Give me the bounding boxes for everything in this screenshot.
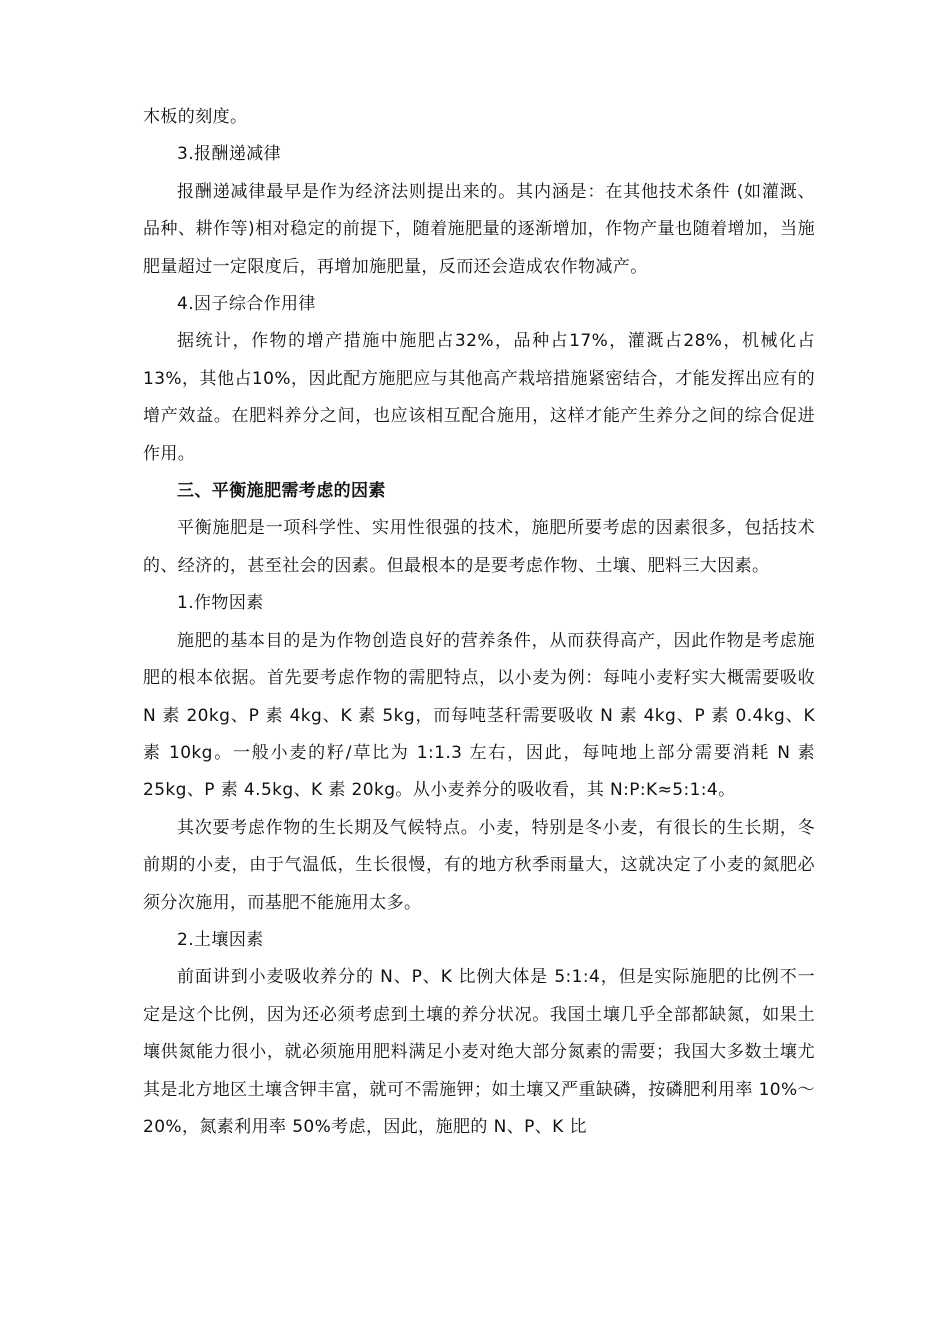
paragraph-continuation: 木板的刻度。: [143, 107, 248, 127]
document-body: [143, 99, 815, 1146]
paragraph-crop-factor-needs: 施肥的基本目的是为作物创造良好的营养条件，从而获得高产，因此作物是考虑施肥的根本依据。首先要考虑作物的需肥特点，以小麦为例：每吨小麦籽实大概需要吸收 N 素 20kg、P 素 4kg、K 素 5kg，而每吨茎秆需要吸收 N 素 4kg、P 素 0.4kg、K 素 10kg。一般小麦的籽/草比为 1:1.3 左右，因此，每吨地上部分需要消耗 N 素 25kg、P 素 4.5kg、K 素 20kg。从小麦养分的吸收看，其 N:P:K≈5:1:4。: [143, 630, 815, 801]
paragraph-balanced-fertilization-intro: 平衡施肥是一项科学性、实用性很强的技术，施肥所要考虑的因素很多，包括技术的、经济的，甚至社会的因素。但最根本的是要考虑作物、土壤、肥料三大因素。: [143, 518, 815, 576]
paragraph-soil-factor: 前面讲到小麦吸收养分的 N、P、K 比例大体是 5:1:4，但是实际施肥的比例不一定是这个比例，因为还必须考虑到土壤的养分状况。我国土壤几乎全部都缺氮，如果土壤供氮能力很小，就必须施用肥料满足小麦对绝大部分氮素的需要；我国大多数土壤尤其是北方地区土壤含钾丰富，就可不需施钾；如土壤又严重缺磷，按磷肥利用率 10%～20%，氮素利用率 50%考虑，因此，施肥的 N、P、K 比: [143, 967, 815, 1137]
paragraph-factor-interaction: 据统计，作物的增产措施中施肥占32%，品种占17%，灌溉占28%，机械化占13%，其他占10%，因此配方施肥应与其他高产栽培措施紧密结合，才能发挥出应有的增产效益。在肥料养分之间，也应该相互配合施用，这样才能产生养分之间的综合促进作用。: [143, 331, 815, 464]
subheading-soil-factor: 2.土壤因素: [177, 929, 264, 950]
subheading-diminishing-returns: 3.报酬递减律: [177, 144, 282, 165]
paragraph-crop-factor-growth: 其次要考虑作物的生长期及气候特点。小麦，特别是冬小麦，有很长的生长期，冬前期的小麦，由于气温低，生长很慢，有的地方秋季雨量大，这就决定了小麦的氮肥必须分次施用，而基肥不能施用太多。: [143, 817, 815, 913]
paragraph-diminishing-returns: 报酬递减律最早是作为经济法则提出来的。其内涵是：在其他技术条件 (如灌溉、品种、耕作等)相对稳定的前提下，随着施肥量的逐渐增加，作物产量也随着增加，当施肥量超过一定限度后，再增加施肥量，反而还会造成农作物减产。: [143, 181, 815, 277]
section-heading-balanced-fertilization: 三、平衡施肥需考虑的因素: [177, 481, 386, 502]
subheading-factor-interaction: 4.因子综合作用律: [177, 294, 316, 315]
subheading-crop-factor: 1.作物因素: [177, 593, 264, 614]
